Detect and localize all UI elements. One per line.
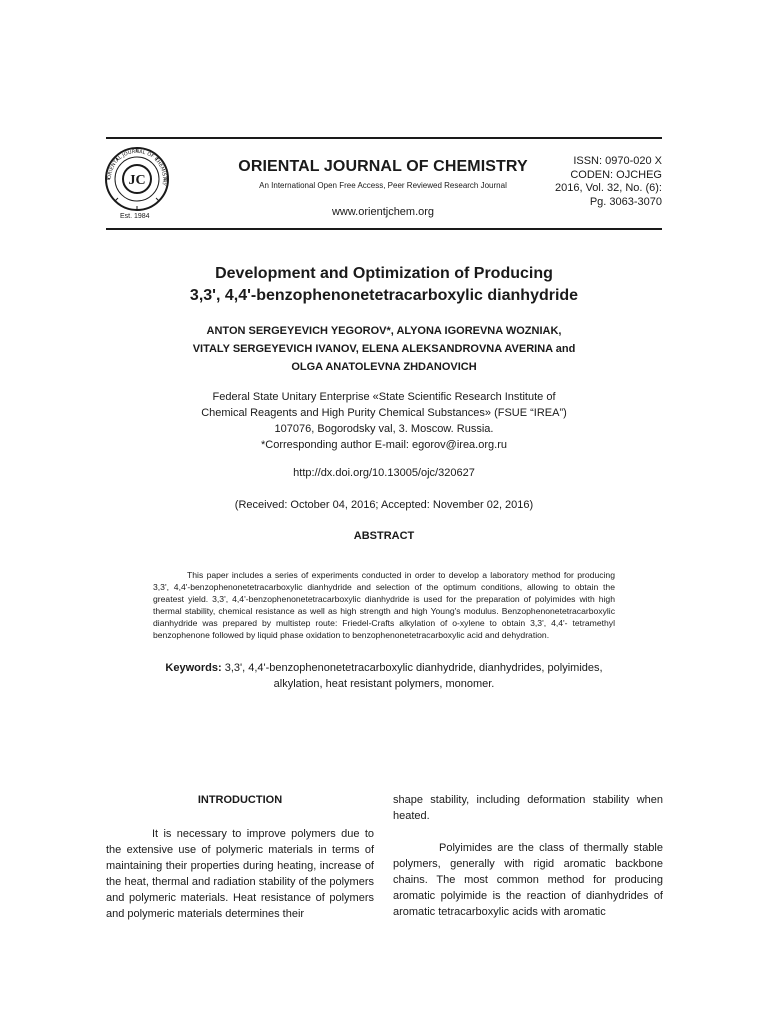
- abstract-text: This paper includes a series of experiments conducted in order to develop a laboratory method for producing 3,3', 4,4'-benzophenonetetracarboxylic dianhydride and selection of the optimum conditions, allowing to obtain the greatest yield. 3,3', 4,4'-benzophenonetetracarboxylic dianhydride is used for the preparation of polyimides with high thermal stability, chemical resistance as well as high strength and high Young's modulus. Benzophenonetetracarboxylic dianhydride was prepared by multistep route: Friedel-Crafts alkylation of o-xylene to obtain 3,3', 4,4'- tetramethyl benzophenone followed by liquid phase oxidation to benzophenonetetracarboxylic acid and dehydration.: [153, 569, 615, 641]
- corresponding-author: *Corresponding author E-mail: egorov@irea.org.ru: [261, 439, 507, 451]
- author-line: ANTON SERGEYEVICH YEGOROV*, ALYONA IGOREVNA WOZNIAK,: [206, 325, 562, 337]
- journal-subtitle: An International Open Free Access, Peer Reviewed Research Journal: [259, 181, 507, 190]
- journal-title: ORIENTAL JOURNAL OF CHEMISTRY: [238, 158, 528, 175]
- keywords-label: Keywords:: [165, 662, 222, 674]
- abstract-heading: ABSTRACT: [353, 530, 415, 542]
- logo-ring-text: ORIENTAL JOURNAL OF CHEMISTRY: [106, 148, 168, 187]
- affiliation: [104, 389, 664, 453]
- volume-line: 2016, Vol. 32, No. (6):: [554, 182, 662, 194]
- body-paragraph: shape stability, including deformation stability when heated.: [393, 794, 663, 822]
- keywords-text: 3,3', 4,4'-benzophenonetetracarboxylic dianhydride, dianhydrides, polyimides, alkylation, heat resistant polymers, monomer.: [224, 662, 603, 690]
- header-bottom-rule: [106, 228, 662, 230]
- issn-line: ISSN: 0970-020 X: [573, 155, 662, 167]
- author-list: [104, 322, 664, 376]
- issn-block: [530, 155, 662, 209]
- introduction-heading: INTRODUCTION: [197, 794, 283, 806]
- received-dates: (Received: October 04, 2016; Accepted: November 02, 2016): [234, 499, 534, 511]
- author-line: OLGA ANATOLEVNA ZHDANOVICH: [291, 361, 477, 373]
- journal-url[interactable]: www.orientjchem.org: [331, 206, 435, 218]
- journal-logo-icon: [104, 146, 170, 212]
- affiliation-line: Federal State Unitary Enterprise «State Scientific Research Institute of: [212, 391, 556, 403]
- logo-letters: JC: [128, 173, 146, 188]
- affiliation-line: 107076, Bogorodsky val, 3. Moscow. Russia.: [274, 423, 494, 435]
- left-column: [106, 792, 374, 922]
- pages-line: Pg. 3063-3070: [589, 195, 662, 208]
- affiliation-line: Chemical Reagents and High Purity Chemical Substances» (FSUE “IREA”): [201, 407, 567, 419]
- body-paragraph: Polyimides are the class of thermally stable polymers, generally with rigid aromatic backbone chains. The most common method for producing aromatic polyimide is the reaction of dianhydrides of aromatic tetracarboxylic acids with aromatic: [393, 842, 663, 918]
- article-title: [104, 263, 664, 307]
- right-column: [393, 792, 663, 920]
- article-title-line: 3,3', 4,4'-benzophenonetetracarboxylic dianhydride: [189, 287, 579, 304]
- logo-established: Est. 1984: [120, 213, 150, 220]
- keywords: [160, 660, 608, 692]
- body-paragraph: It is necessary to improve polymers due to the extensive use of polymeric materials in terms of maintaining their properties during heating, increase of the heat, thermal and radiation stability of the polymers and polymeric materials. Heat resistance of polymers and polymeric materials determines their: [106, 828, 374, 920]
- doi-link[interactable]: http://dx.doi.org/10.13005/ojc/320627: [293, 467, 475, 479]
- article-title-line: Development and Optimization of Producing: [215, 265, 553, 282]
- author-line: VITALY SERGEYEVICH IVANOV, ELENA ALEKSANDROVNA AVERINA and: [192, 343, 576, 355]
- coden-line: CODEN: OJCHEG: [570, 168, 662, 181]
- header-top-rule: [106, 137, 662, 139]
